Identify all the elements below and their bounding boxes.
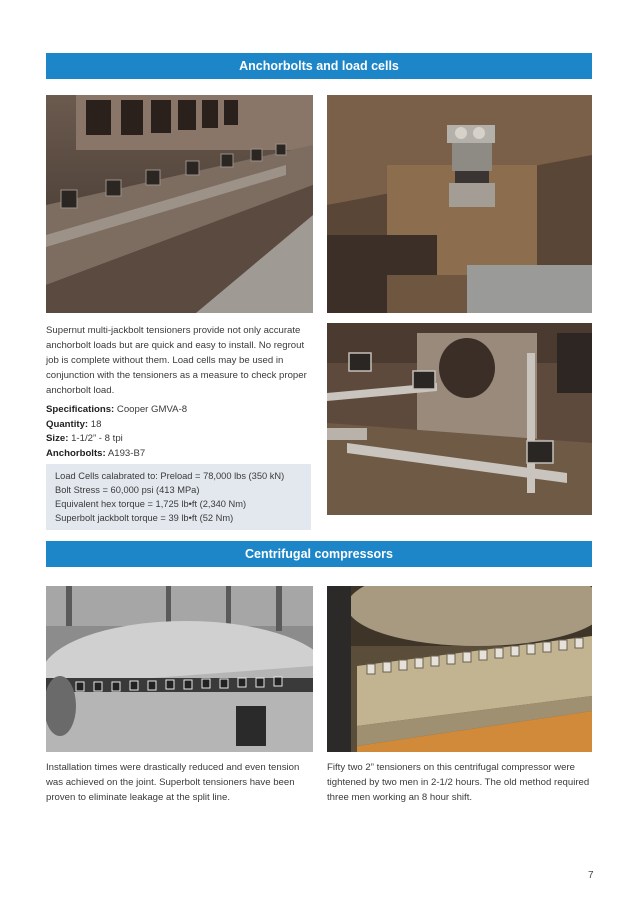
- load-cells-box: [46, 464, 311, 530]
- section-banner-anchorbolts: [46, 53, 592, 79]
- photo-engine-anchorbolts: [46, 95, 313, 313]
- load-cell-line: Equivalent hex torque = 1,725 lb•ft (2,340 Nm): [55, 499, 247, 509]
- specifications-list: [46, 403, 316, 461]
- compressor-caption-left: Installation times were drastically reduced and even tension was achieved on the joint. Superbolt tensioners have been proven to eliminate leakage at the split line.: [46, 762, 300, 803]
- photo-compressor-grayscale: [46, 586, 313, 752]
- page-number: 7: [588, 870, 594, 881]
- spec-row: Specifications: Cooper GMVA-8: [46, 404, 188, 415]
- load-cell-line: Superbolt jackbolt torque = 39 lb•ft (52 Nm): [55, 513, 234, 523]
- section-title: Centrifugal compressors: [245, 547, 393, 561]
- compressor-caption-right: Fifty two 2” tensioners on this centrifugal compressor were tightened by two men in 2-1/2 hours. The old method required three men working an 8 hour shift.: [327, 762, 590, 803]
- section-banner-compressors: [46, 541, 592, 567]
- anchorbolts-description: Supernut multi-jackbolt tensioners provide not only accurate anchorbolt loads but are quick and easy to install. No regrout job is complete without them. Load cells may be used in conjunction with the tensioners as a measure to check proper anchorbolt load.: [46, 325, 307, 396]
- load-cell-line: Bolt Stress = 60,000 psi (413 MPa): [55, 485, 200, 495]
- photo-compressor-split-line: [327, 586, 592, 752]
- spec-row: Size: 1-1/2” - 8 tpi: [46, 433, 123, 444]
- photo-anchorbolt-closeup: [327, 95, 592, 313]
- load-cell-line: Load Cells calabrated to: Preload = 78,000 lbs (350 kN): [55, 471, 285, 481]
- photo-anchorbolts-load-cells: [327, 323, 592, 515]
- spec-row: Quantity: 18: [46, 418, 102, 430]
- spec-row: Anchorbolts: A193-B7: [46, 447, 146, 459]
- section-title: Anchorbolts and load cells: [239, 59, 399, 73]
